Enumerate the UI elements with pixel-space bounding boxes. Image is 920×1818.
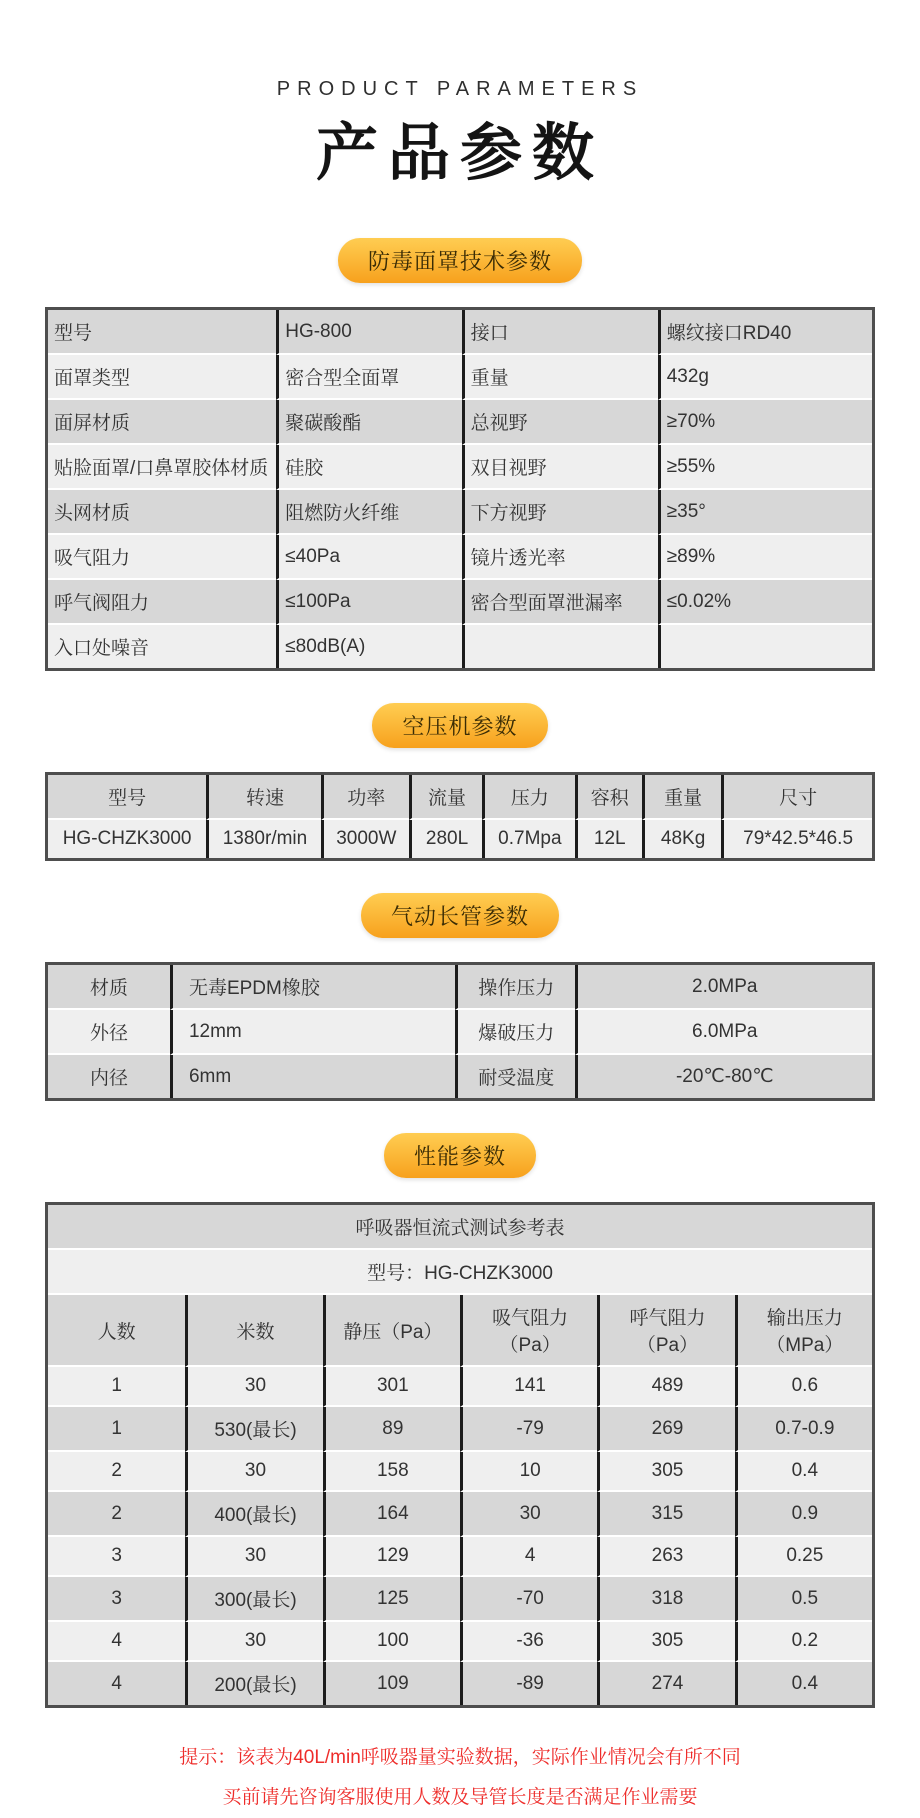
performance-badge-wrap [45,1133,875,1178]
column-header: 尺寸 [721,775,872,820]
column-header: 呼气阻力（Pa） [597,1295,734,1367]
table-row [48,490,872,535]
column-header: 转速 [206,775,321,820]
table-row [48,400,872,445]
note-line-2: 买前请先咨询客服使用人数及导管长度是否满足作业需要 [222,1786,698,1808]
cell: 274 [597,1662,734,1705]
cell: 305 [597,1452,734,1492]
cell: 6mm [170,1055,455,1098]
tube-badge-wrap [45,893,875,938]
cell: 30 [185,1622,322,1662]
table-row [48,1055,872,1098]
table-row [48,820,872,858]
cell: -70 [460,1577,597,1622]
compressor-spec-table [45,772,875,861]
cell: 双目视野 [462,445,658,490]
cell: 2.0MPa [575,965,872,1010]
cell: 呼气阀阻力 [48,580,276,625]
cell: 30 [185,1537,322,1577]
mask-section-badge: 防毒面罩技术参数 [338,238,582,283]
cell: 10 [460,1452,597,1492]
cell: 318 [597,1577,734,1622]
cell: 镜片透光率 [462,535,658,580]
cell: 1 [48,1407,185,1452]
table-header-row [48,775,872,820]
cell: 0.25 [735,1537,872,1577]
performance-section-badge: 性能参数 [384,1133,536,1178]
cell: ≥70% [658,400,872,445]
cell: 2 [48,1452,185,1492]
table-row [48,1407,872,1452]
cell: ≤0.02% [658,580,872,625]
cell: 型号 [48,310,276,355]
column-header: 流量 [409,775,482,820]
column-header: 米数 [185,1295,322,1367]
footer-note [45,1738,875,1818]
cell: ≤40Pa [276,535,461,580]
cell: 200(最长) [185,1662,322,1705]
cell: 0.2 [735,1622,872,1662]
cell: 30 [185,1367,322,1407]
cell: 入口处噪音 [48,625,276,668]
compressor-section-badge: 空压机参数 [372,703,547,748]
table-row [48,965,872,1010]
cell: 3000W [321,820,409,858]
cell: 爆破压力 [455,1010,574,1055]
cell: 129 [323,1537,460,1577]
cell: 耐受温度 [455,1055,574,1098]
cell: 0.7-0.9 [735,1407,872,1452]
cell: 材质 [48,965,170,1010]
table-header-row [48,1295,872,1367]
cell: 密合型面罩泄漏率 [462,580,658,625]
cell: 158 [323,1452,460,1492]
cell: 重量 [462,355,658,400]
cell: 141 [460,1367,597,1407]
table-row [48,1492,872,1537]
cell: 接口 [462,310,658,355]
cell: 89 [323,1407,460,1452]
cell: 阻燃防火纤维 [276,490,461,535]
table-row [48,535,872,580]
cell [658,625,872,668]
cell: 0.4 [735,1662,872,1705]
cell: 0.5 [735,1577,872,1622]
page-title: 产品参数 [315,119,604,188]
cell: ≤80dB(A) [276,625,461,668]
cell [462,625,658,668]
cell: 12mm [170,1010,455,1055]
cell: 下方视野 [462,490,658,535]
column-header: 输出压力（MPa） [735,1295,872,1367]
cell: 无毒EPDM橡胶 [170,965,455,1010]
mask-spec-table [45,307,875,671]
cell: 3 [48,1577,185,1622]
table-row [48,1010,872,1055]
cell: -36 [460,1622,597,1662]
cell: 315 [597,1492,734,1537]
cell: 530(最长) [185,1407,322,1452]
page-header [45,0,875,192]
cell: ≤100Pa [276,580,461,625]
mask-badge-wrap [45,238,875,283]
table-row [48,1662,872,1705]
table-row [48,355,872,400]
cell: 79*42.5*46.5 [721,820,872,858]
cell: 2 [48,1492,185,1537]
table-row [48,1367,872,1407]
cell: 0.7Mpa [482,820,574,858]
cell: 489 [597,1367,734,1407]
cell: 269 [597,1407,734,1452]
table-row [48,445,872,490]
cell: 1380r/min [206,820,321,858]
cell: 0.6 [735,1367,872,1407]
cell: 4 [48,1622,185,1662]
performance-spec-table [45,1202,875,1708]
cell: 12L [575,820,643,858]
column-header: 容积 [575,775,643,820]
cell: 0.4 [735,1452,872,1492]
cell: -20℃-80℃ [575,1055,872,1098]
cell: 109 [323,1662,460,1705]
cell: 263 [597,1537,734,1577]
tube-spec-table [45,962,875,1101]
cell: ≥89% [658,535,872,580]
cell: 4 [48,1662,185,1705]
cell: 305 [597,1622,734,1662]
table-model-row [48,1250,872,1295]
column-header: 型号 [48,775,206,820]
cell: 内径 [48,1055,170,1098]
cell: 总视野 [462,400,658,445]
table-title: 呼吸器恒流式测试参考表 [48,1205,872,1250]
cell: 300(最长) [185,1577,322,1622]
cell: 操作压力 [455,965,574,1010]
page-content [45,0,875,1818]
cell: 3 [48,1537,185,1577]
note-line-1: 提示：该表为40L/min呼吸器量实验数据，实际作业情况会有所不同 [179,1747,741,1768]
table-row [48,1577,872,1622]
cell: 6.0MPa [575,1010,872,1055]
cell: 280L [409,820,482,858]
cell: 125 [323,1577,460,1622]
cell: 4 [460,1537,597,1577]
table-row [48,580,872,625]
cell: 301 [323,1367,460,1407]
column-header: 吸气阻力（Pa） [460,1295,597,1367]
table-row [48,1452,872,1492]
tube-section-badge: 气动长管参数 [361,893,559,938]
table-row [48,1537,872,1577]
cell: 164 [323,1492,460,1537]
cell: 400(最长) [185,1492,322,1537]
cell: 面罩类型 [48,355,276,400]
table-title-row [48,1205,872,1250]
cell: 0.9 [735,1492,872,1537]
cell: 吸气阻力 [48,535,276,580]
cell: 贴脸面罩/口鼻罩胶体材质 [48,445,276,490]
column-header: 功率 [321,775,409,820]
cell: -79 [460,1407,597,1452]
column-header: 人数 [48,1295,185,1367]
cell: 密合型全面罩 [276,355,461,400]
cell: 头网材质 [48,490,276,535]
column-header: 重量 [642,775,721,820]
column-header: 压力 [482,775,574,820]
cell: ≥55% [658,445,872,490]
cell: HG-800 [276,310,461,355]
cell: 面屏材质 [48,400,276,445]
table-model: 型号：HG-CHZK3000 [48,1250,872,1295]
cell: 1 [48,1367,185,1407]
cell: 30 [460,1492,597,1537]
cell: 螺纹接口RD40 [658,310,872,355]
cell: 聚碳酸酯 [276,400,461,445]
cell: 外径 [48,1010,170,1055]
cell: 432g [658,355,872,400]
cell: 30 [185,1452,322,1492]
cell: 48Kg [642,820,721,858]
compressor-badge-wrap [45,703,875,748]
cell: 100 [323,1622,460,1662]
cell: -89 [460,1662,597,1705]
table-row [48,625,872,668]
table-row [48,310,872,355]
page-subtitle: PRODUCT PARAMETERS [276,78,644,100]
column-header: 静压（Pa） [323,1295,460,1367]
table-row [48,1622,872,1662]
cell: HG-CHZK3000 [48,820,206,858]
cell: ≥35° [658,490,872,535]
cell: 硅胶 [276,445,461,490]
